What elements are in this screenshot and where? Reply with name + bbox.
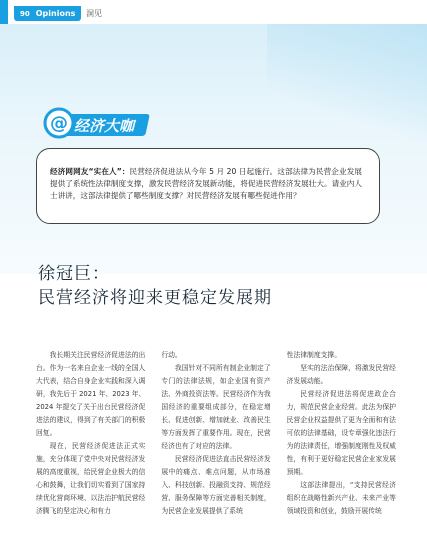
question-lead: 经济网网友“实在人”：	[50, 167, 130, 176]
body-column-2	[161, 349, 270, 558]
body-column-3	[287, 349, 396, 558]
paragraph: 行动。	[161, 351, 182, 359]
headline-author: 徐冠巨：	[38, 264, 110, 284]
column-logo	[42, 104, 160, 142]
article-body	[36, 349, 396, 558]
body-column-1	[36, 349, 145, 558]
paragraph: 这部法律提出，“支持民营经济组织在战略性新兴产业、未来产业等领域投资和创业，鼓励开展传统	[286, 481, 396, 515]
section-label: Opinions	[35, 9, 76, 18]
header-accent-strip	[0, 0, 8, 24]
paragraph: 性法律制度支撑。	[286, 351, 342, 359]
section-label-cn: 洞见	[86, 9, 102, 18]
section-tab	[14, 6, 81, 21]
page-header	[0, 0, 427, 24]
headline-title: 民营经济将迎来更稳定发展期	[38, 288, 272, 308]
svg-text:@: @	[50, 113, 68, 134]
paragraph: 我国针对不同所有制企业制定了专门的法律法规，如企业国有资产法、外商投资法等。民营经济作为我国经济的重要组成部分，在稳定增长、促进创新、增加就业、改善民生等方面发挥了重要作用。现在，民营经济也有了对应的法律。	[161, 364, 271, 450]
band-decoration	[267, 24, 427, 144]
paragraph: 民营经济促进法直击民营经济发展中的痛点、难点问题，从市场准入、科技创新、投融资支持、规范经营、服务保障等方面完善相关制度，为民营企业发展提供了系统	[161, 455, 271, 515]
paragraph: 民营经济促进法将促进政企合力，规范民营企业经营。此法为保护民营企业权益提供了更为全面和有法可依的法律基础，设专章强化违法行为的法律责任，增强制度刚性及权威性，有利于更好稳定民营企业家发展预期。	[286, 390, 396, 476]
page-number: 90	[20, 9, 30, 18]
article-headline	[38, 262, 398, 310]
paragraph: 现在，民营经济促进法正式实施，充分体现了党中央对民营经济发展的高度重视，给民营企业极大的信心和鼓舞，让我们切实看到了国家持续优化营商环境、以法治护航民营经济腾飞的坚定决心和有力	[36, 442, 146, 515]
paragraph: 我长期关注民营经济促进法的出台。作为一名来自企业一线的全国人大代表，结合自身企业实践和深入调研，我先后于 2021 年、2023 年、2024 年提交了关于出台民营经济促进法的建议，得到了有关部门的积极回复。	[36, 351, 146, 437]
paragraph: 坚实的法治保障，将激发民营经济发展动能。	[286, 364, 396, 385]
question-body: 民营经济促进法从今年 5 月 20 日起施行。这部法律为民营企业发展提供了系统性法律制度支撑，激发民营经济发展新动能，将促进民营经济发展壮大。请业内人士讲讲，这部法律提供了哪些制度支撑？对民营经济发展有哪些促进作用？	[50, 167, 362, 200]
question-text	[50, 166, 362, 202]
logo-text: 经济大咖	[74, 117, 135, 135]
